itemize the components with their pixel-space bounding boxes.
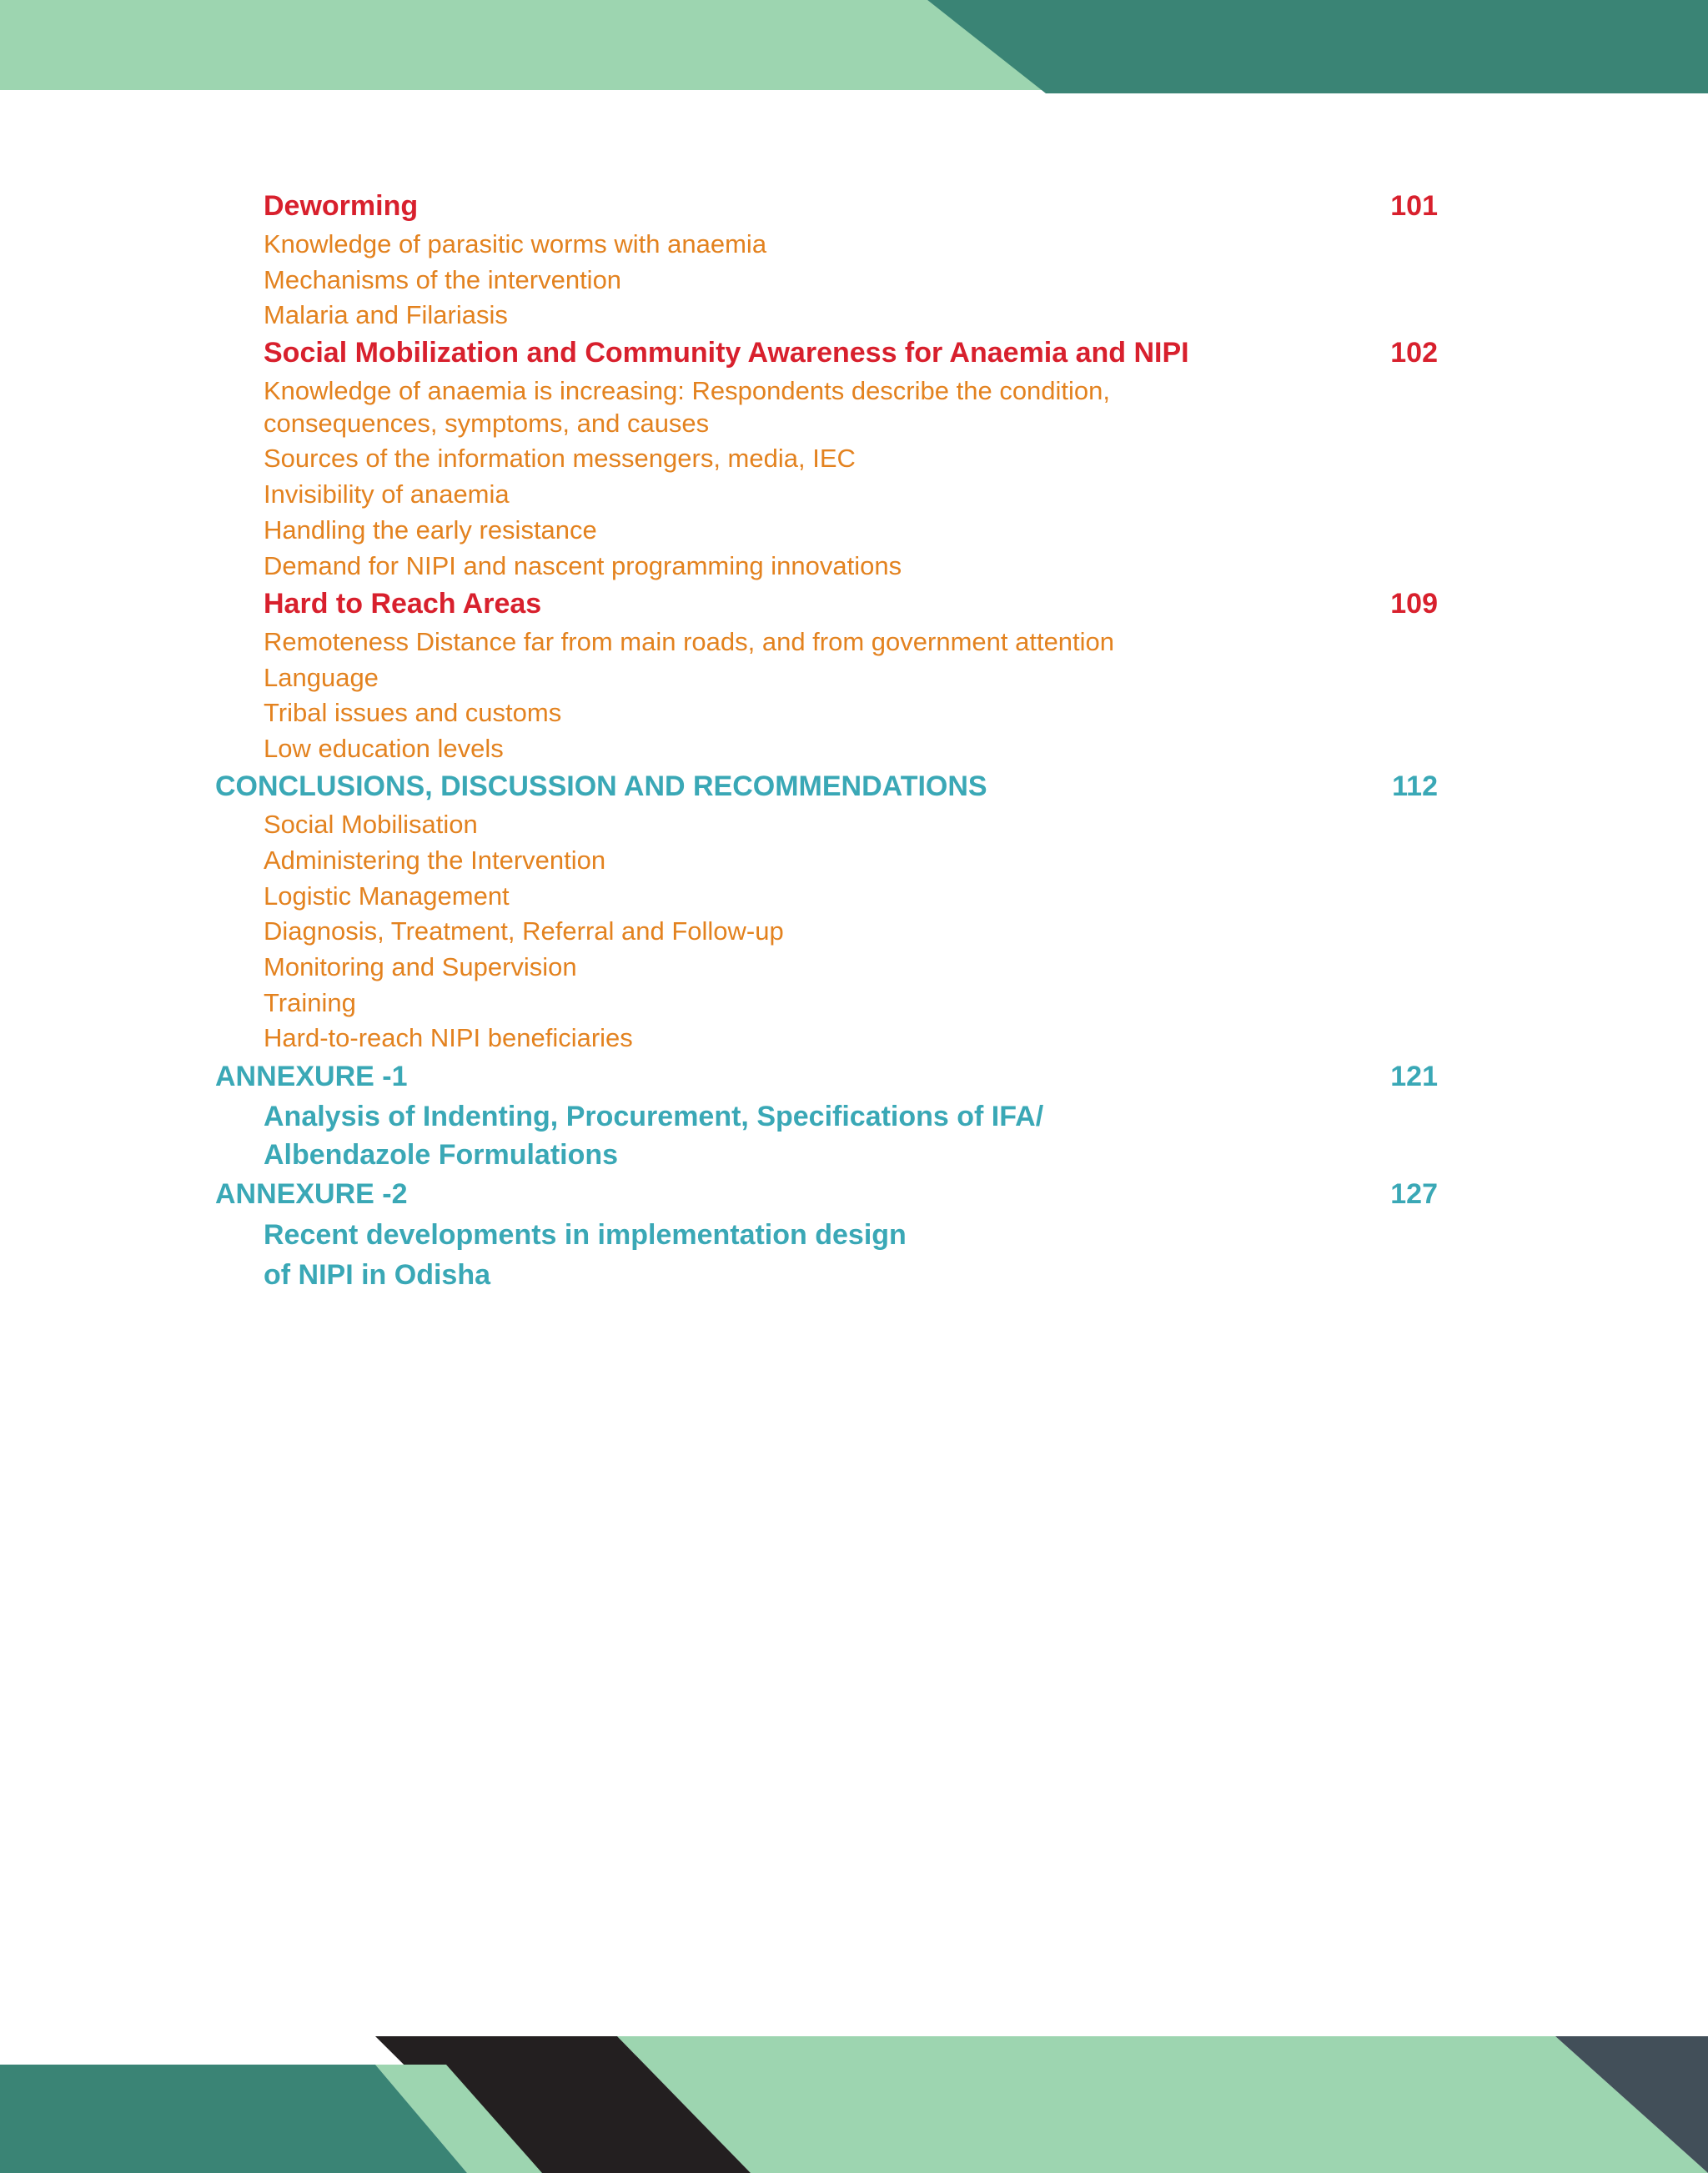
footer-band-light [617, 2036, 1708, 2173]
toc-chapter-title: ANNEXURE -2 [215, 1178, 408, 1210]
toc-page-number: 101 [1390, 190, 1438, 222]
toc-chapter-title: CONCLUSIONS, DISCUSSION AND RECOMMENDATIONS [215, 770, 987, 802]
toc-page-number: 127 [1390, 1178, 1438, 1210]
toc-section-title: Social Mobilization and Community Awareness for Anaemia and NIPI [264, 337, 1189, 369]
toc-section-title: Hard to Reach Areas [264, 588, 542, 620]
footer-decoration [0, 2035, 1708, 2173]
toc-page-number: 121 [1390, 1061, 1438, 1092]
table-of-contents: Deworming 101 Knowledge of parasitic worms with anaemia Mechanisms of the intervention Malaria and Filariasis Social Mobilization and Community Awareness for Anaemia and NIPI 102 Knowledge of anaemia is increasing: Respondents describe the condition, consequences, symptoms, and causes Sources of the information messengers, media, IEC Invisibility of anaemia Handling the early resistance Demand for NIPI and nascent programming innovations Hard to Reach Areas 109 Remoteness Distance far from main roads, and from government attention Language Tribal issues and customs Low education levels CONCLUSIONS, DISCUSSION AND RECOMMENDATIONS 112 Social Mobilisation Administering the Intervention Logistic Management Diagnosis, Treatment, Referral and Follow-up Monitoring and Supervision Training Hard-to-reach NIPI beneficiaries ANNEXURE -1 121 Analysis of Indenting, Procurement, Specifications of IFA/ Albendazole Formulations ANNEXURE -2 127 Recent developments in implementation design of NIPI in Odisha [215, 190, 1438, 1291]
toc-page-number: 109 [1390, 588, 1438, 620]
toc-page-number: 102 [1390, 337, 1438, 369]
toc-section-title: Deworming [264, 190, 419, 222]
toc-chapter-title: ANNEXURE -1 [215, 1061, 408, 1092]
toc-page-number: 112 [1392, 770, 1438, 802]
